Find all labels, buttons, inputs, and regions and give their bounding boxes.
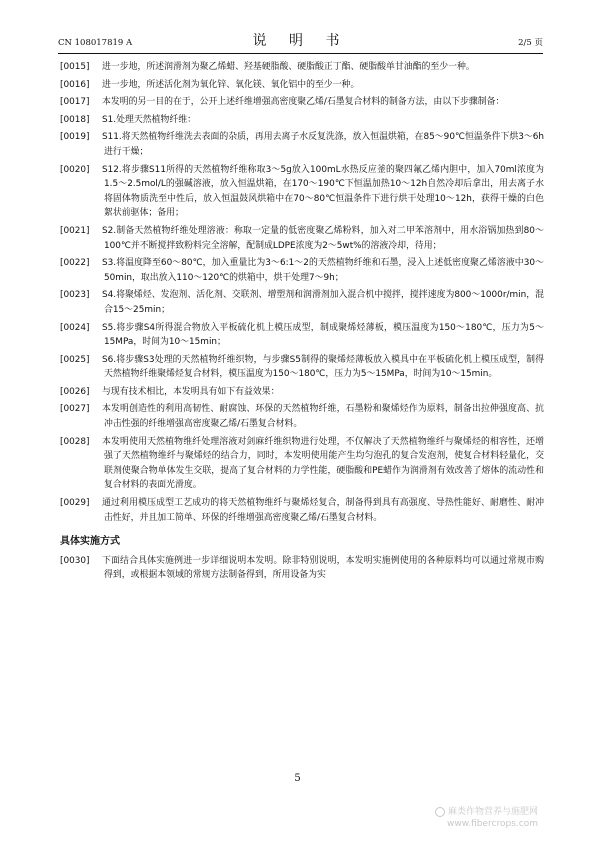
paragraph xyxy=(60,60,544,75)
paragraph xyxy=(60,130,544,159)
paragraph xyxy=(60,95,544,110)
paragraph-text: S3.将温度降至60～80℃，加入重量比为3～6:1～2的天然植物纤维和石墨，浸入上述低密度聚乙烯溶液中30～50min，取出放入110～120℃的烘箱中，烘干处理7～9h； xyxy=(102,258,544,283)
header-rule xyxy=(58,53,543,54)
paragraph-text: S5.将步骤S4所得混合物放入平板硫化机上模压成型，制成聚烯烃薄板，模压温度为150～180℃，压力为5～15MPa，时间为10～15min； xyxy=(102,322,544,348)
paragraph-number: [0023] xyxy=(60,290,90,301)
paragraph xyxy=(60,256,544,285)
paragraph-text: 进一步地，所述活化剂为氧化锌、氧化镁、氧化铝中的至少一种。 xyxy=(102,79,360,90)
paragraph-text: 进一步地，所述润滑剂为聚乙烯蜡、羟基硬脂酸、硬脂酸正丁酯、硬脂酸单甘油酯的至少一种。 xyxy=(102,62,475,72)
paragraph-number: [0018] xyxy=(60,114,90,125)
paragraph-text: 本发明的另一目的在于，公开上述纤维增强高密度聚乙烯/石墨复合材料的制备方法，由以下步骤制备： xyxy=(102,97,505,108)
paragraph xyxy=(60,224,544,253)
paragraph xyxy=(60,321,544,350)
watermark-logo-icon xyxy=(435,807,445,817)
paragraph-number: [0024] xyxy=(60,322,90,333)
page-header xyxy=(58,30,543,52)
paragraph-text: S11.将天然植物纤维洗去表面的杂质，再用去离子水反复洗涤，放入恒温烘箱，在85～90℃恒温条件下烘3～6h进行干燥； xyxy=(102,132,544,157)
paragraph-number: [0026] xyxy=(60,386,90,397)
paragraph-number: [0019] xyxy=(60,132,90,143)
watermark-line2: www.fibercrops.com xyxy=(447,819,538,829)
paragraph xyxy=(60,402,544,431)
paragraph-list xyxy=(60,60,544,525)
paragraph xyxy=(60,496,544,525)
paragraph xyxy=(60,163,544,221)
watermark xyxy=(435,806,585,830)
paragraph-text: 本发明使用天然植物维纤处理溶液对剑麻纤维织物进行处理，不仅解决了天然植物维纤与聚烯烃的相容性，还增强了天然植物维纤与聚烯烃的结合力，同时，本发明使用能产生均匀泡孔的复合发泡剂，使复合材料轻量化，交联剂使聚合物单体发生交联，提高了复合材料的力学性能，硬脂酸和PE蜡作为润滑剂有效改善了熔体的流动性和复合材料的表面光滑度。 xyxy=(102,436,544,491)
page-of: 2/5 页 xyxy=(518,38,543,48)
paragraph xyxy=(60,113,544,128)
paragraph xyxy=(60,435,544,493)
paragraph xyxy=(60,78,544,93)
paragraph-text: 下面结合具体实施例进一步详细说明本发明。除非特别说明，本发明实施例使用的各种原料均可以通过常规市购得到，或根据本领域的常规方法制备得到，所用设备为实 xyxy=(102,555,544,581)
doc-number: CN 108017819 A xyxy=(58,38,133,48)
paragraph xyxy=(60,554,544,583)
paragraph-number: [0016] xyxy=(60,79,90,90)
paragraph-text: S6.将步骤S3处理的天然植物纤维织物，与步骤S5制得的聚烯烃薄板放入模具中在平板硫化机上模压成型，制得天然植物纤维聚烯烃复合材料，模压温度为150～180℃，压力为5～15MPa，时间为10～15min。 xyxy=(102,354,544,380)
paragraph xyxy=(60,385,544,400)
paragraph-number: [0022] xyxy=(60,258,90,269)
paragraph-text: S1.处理天然植物纤维： xyxy=(102,114,196,125)
page-number: 5 xyxy=(294,773,301,784)
paragraph-number: [0015] xyxy=(60,62,90,72)
paragraph xyxy=(60,288,544,317)
paragraph-text: 通过利用模压成型工艺成功的将天然植物维纤与聚烯烃复合，制备得到具有高强度、导热性能好、耐磨性、耐冲击性好，并且加工简单、环保的纤维增强高密度聚乙烯/石墨复合材料。 xyxy=(102,498,544,523)
section-title: 具体实施方式 xyxy=(60,536,120,548)
paragraph-text: 与现有技术相比，本发明具有如下有益效果： xyxy=(102,386,280,397)
paragraph-text: S2.制备天然植物纤维处理溶液：称取一定量的低密度聚乙烯粉料，加入对二甲苯溶剂中，用水浴锅加热到80～100℃并不断搅拌致粉料完全溶解，配制成LDPE浓度为2～5wt%的溶液冷却，待用； xyxy=(102,225,544,251)
paragraph-text: S4.将聚烯烃、发泡剂、活化剂、交联剂、增塑剂和润滑剂加入混合机中搅拌，搅拌速度为800～1000r/min，混合15～25min； xyxy=(102,290,544,315)
paragraph-number: [0028] xyxy=(60,436,90,447)
document-body xyxy=(60,60,544,586)
paragraph-number: [0027] xyxy=(60,404,90,415)
watermark-line1: 麻类作物营养与施肥网 xyxy=(448,807,539,817)
doc-title: 说 明 书 xyxy=(252,33,349,49)
paragraph-number: [0020] xyxy=(60,164,90,175)
paragraph xyxy=(60,353,544,382)
paragraph-number: [0025] xyxy=(60,354,90,365)
paragraph-number: [0030] xyxy=(60,555,90,566)
paragraph-number: [0021] xyxy=(60,225,90,236)
paragraph-text: 本发明创造性的利用高韧性、耐腐蚀、环保的天然植物纤维，石墨粉和聚烯烃作为原料，制备出拉伸强度高、抗冲击性强的纤维增强高密度聚乙烯/石墨复合材料。 xyxy=(102,404,544,430)
paragraph-text: S12.将步骤S11所得的天然植物纤维称取3～5g放入100mL水热反应釜的聚四氟乙烯内胆中，加入70ml浓度为1.5～2.5mol/L的强碱溶液，放入恒温烘箱，在170～190℃下恒温加热10～12h自然冷却后拿出，用去离子水将固体物质洗至中性后，放入恒温鼓风烘箱中在70～80℃恒温条件下进行烘干处理10～12h，获得干燥的白色絮状前驱体；备用； xyxy=(102,164,544,219)
paragraph-number: [0029] xyxy=(60,498,90,509)
paragraph-number: [0017] xyxy=(60,97,90,108)
